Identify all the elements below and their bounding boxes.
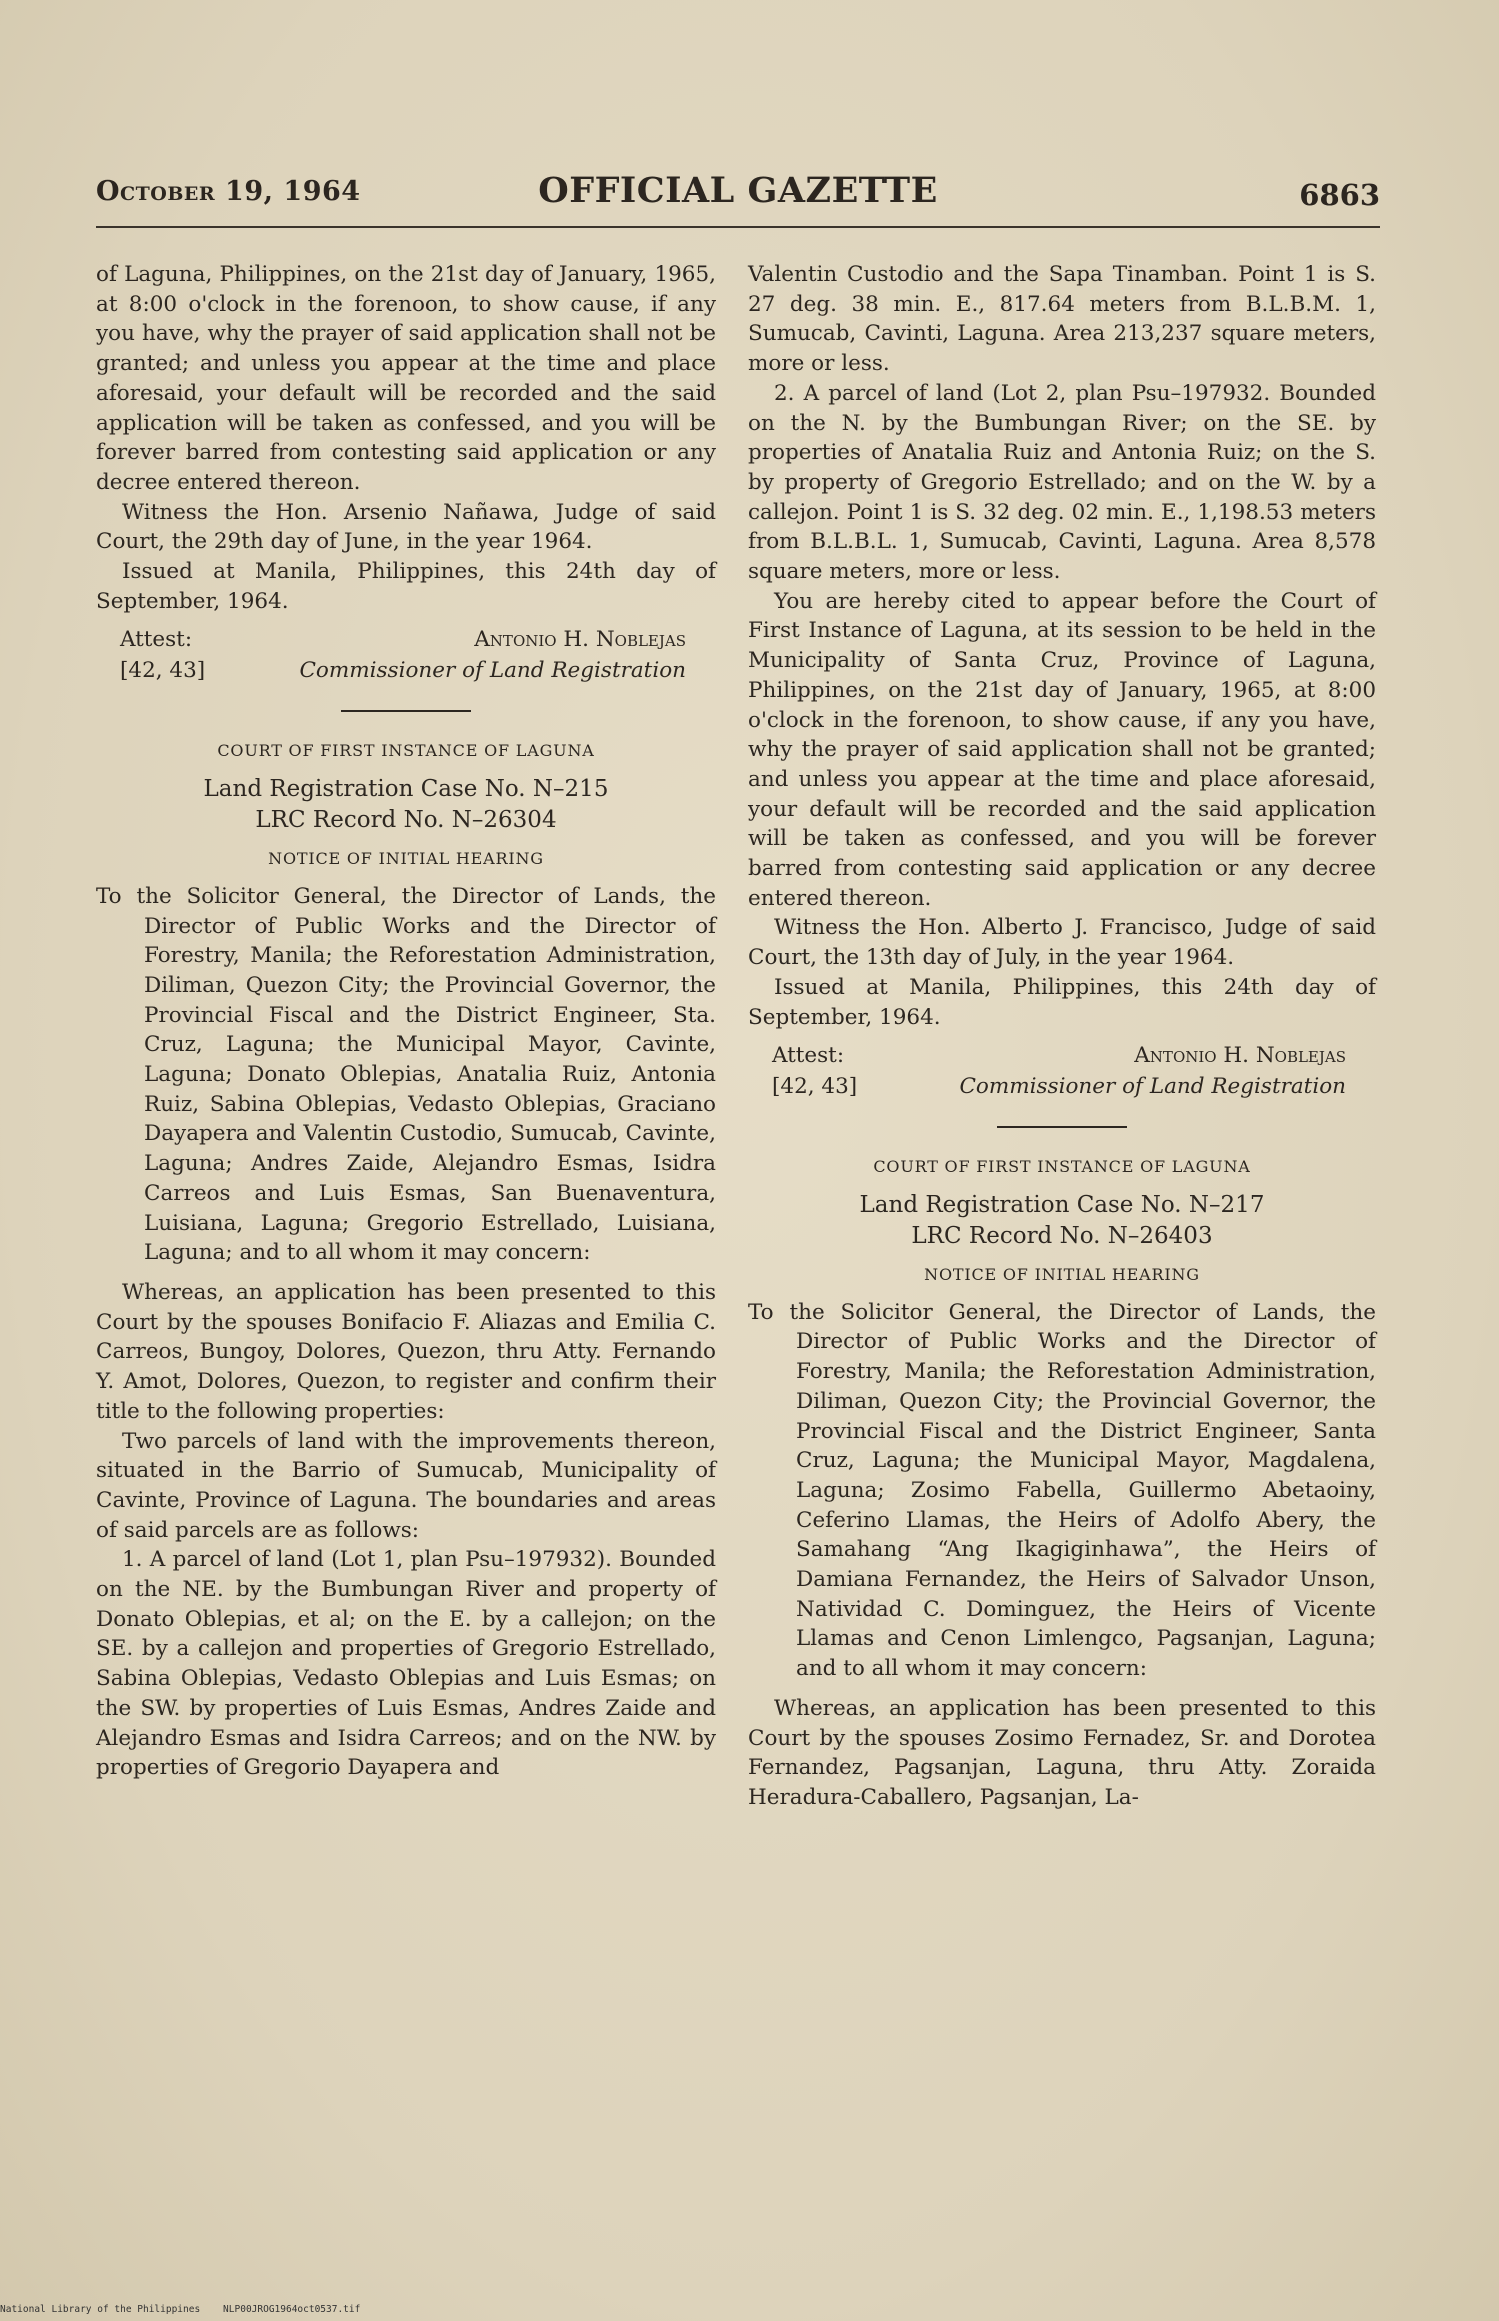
court-heading: COURT OF FIRST INSTANCE OF LAGUNA	[873, 1157, 1251, 1177]
paragraph: Issued at Manila, Philippines, this 24th day of September, 1964.	[96, 559, 716, 614]
header-title: OFFICIAL GAZETTE	[538, 170, 938, 211]
attest-ref: [42, 43]	[772, 1074, 858, 1100]
addressees: To the Solicitor General, the Director of Lands, the Director of Public Works and the Director of Forestry, Manila; the Reforestation Administration, Diliman, Quezon City; the Provincial Governor, the Provincial Fiscal and the District Engineer, Sta. Cruz, Laguna; the Municipal Mayor, Cavinte, Laguna; Donato Oblepias, Anatalia Ruiz, Antonia Ruiz, Sabina Oblepias, Vedasto Oblepias, Graciano Dayapera and Valentin Custodio, Sumucab, Cavinte, Laguna; Andres Zaide, Alejandro Esmas, Isidra Carreos and Luis Esmas, San Buenaventura, Luisiana, Laguna; Gregorio Estrellado, Luisiana, Laguna; and to all whom it may concern:	[96, 883, 716, 1266]
section-divider	[341, 710, 471, 712]
left-column	[96, 260, 716, 1783]
paragraph: 2. A parcel of land (Lot 2, plan Psu–197932. Bounded on the N. by the Bumbungan River; on the SE. by properties of Anatalia Ruiz and Antonia Ruiz; on the S. by property of Gregorio Estrellado; and on the W. by a callejon. Point 1 is S. 32 deg. 02 min. E., 1,198.53 meters from B.L.B.L. 1, Sumucab, Cavinti, Laguna. Area 8,578 square meters, more or less.	[748, 380, 1376, 585]
header-rule	[96, 226, 1380, 228]
attest-label: Attest:	[120, 627, 193, 653]
attestation	[120, 624, 716, 686]
attestation	[772, 1040, 1376, 1102]
scan-footer: National Library of the Philippines NLP00JROG1964oct0537.tif	[0, 2304, 361, 2315]
court-heading: COURT OF FIRST INSTANCE OF LAGUNA	[217, 741, 595, 761]
addressees: To the Solicitor General, the Director of Lands, the Director of Public Works and the Director of Forestry, Manila; the Reforestation Administration, Diliman, Quezon City; the Provincial Governor, the Provincial Fiscal and the District Engineer, Santa Cruz, Laguna; the Municipal Mayor, Magdalena, Laguna; Zosimo Fabella, Guillermo Abetaoiny, Ceferino Llamas, the Heirs of Adolfo Abery, the Samahang “Ang Ikagiginhawa”, the Heirs of Damiana Fernandez, the Heirs of Salvador Unson, Natividad C. Dominguez, the Heirs of Vicente Llamas and Cenon Limlengco, Pagsanjan, Laguna; and to all whom it may concern:	[748, 1299, 1376, 1682]
paragraph: You are hereby cited to appear before the Court of First Instance of Laguna, at its session to be held in the Municipality of Santa Cruz, Province of Laguna, Philippines, on the 21st day of January, 1965, at 8:00 o'clock in the forenoon, to show cause, if any you have, why the prayer of said application shall not be granted; and unless you appear at the time and place aforesaid, your default will be recorded and the said application will be taken as confessed, and you will be forever barred from contesting said application or any decree entered thereon.	[748, 588, 1376, 911]
header-page-number: 6863	[1299, 178, 1380, 212]
signatory-name: Antonio H. Noblejas	[1134, 1043, 1346, 1069]
signatory-title: Commissioner of Land Registration	[959, 1074, 1346, 1100]
paragraph: Issued at Manila, Philippines, this 24th day of September, 1964.	[748, 974, 1376, 1030]
notice-heading: NOTICE OF INITIAL HEARING	[924, 1264, 1200, 1284]
signatory-name: Antonio H. Noblejas	[474, 627, 686, 653]
page-header	[96, 168, 1380, 218]
right-column	[748, 260, 1376, 1813]
paragraph: Whereas, an application has been presented to this Court by the spouses Bonifacio F. Aliazas and Emilia C. Carreos, Bungoy, Dolores, Quezon, thru Atty. Fernando Y. Amot, Dolores, Quezon, to register and confirm their title to the following properties:	[96, 1279, 716, 1424]
paragraph: Whereas, an application has been presented to this Court by the spouses Zosimo Fernadez, Sr. and Dorotea Fernandez, Pagsanjan, Laguna, thru Atty. Zoraida Heradura-Caballero, Pagsanjan, La-	[748, 1695, 1376, 1810]
paragraph: Witness the Hon. Arsenio Nañawa, Judge of said Court, the 29th day of June, in the year 1964.	[96, 499, 716, 555]
paragraph: Two parcels of land with the improvements thereon, situated in the Barrio of Sumucab, Municipality of Cavinte, Province of Laguna. The boundaries and areas of said parcels are as follows:	[96, 1428, 716, 1543]
signatory-title: Commissioner of Land Registration	[299, 658, 686, 684]
section-divider	[997, 1126, 1127, 1128]
paragraph: Witness the Hon. Alberto J. Francisco, Judge of said Court, the 13th day of July, in the year 1964.	[748, 915, 1376, 971]
case-number: Land Registration Case No. N–215	[203, 776, 609, 803]
paragraph: of Laguna, Philippines, on the 21st day of January, 1965, at 8:00 o'clock in the forenoon, to show cause, if any you have, why the prayer of said application shall not be granted; and unless you appear at the time and place aforesaid, your default will be recorded and the said application will be taken as confessed, and you will be forever barred from contesting said application or any decree entered thereon.	[96, 262, 716, 495]
record-number: LRC Record No. N–26304	[255, 807, 557, 834]
notice-heading: NOTICE OF INITIAL HEARING	[268, 849, 544, 869]
attest-ref: [42, 43]	[120, 658, 206, 684]
header-date: October 19, 1964	[96, 176, 361, 207]
case-number: Land Registration Case No. N–217	[859, 1191, 1265, 1218]
record-number: LRC Record No. N–26403	[911, 1222, 1213, 1249]
attest-label: Attest:	[772, 1043, 845, 1069]
paragraph: 1. A parcel of land (Lot 1, plan Psu–197932). Bounded on the NE. by the Bumbungan River and property of Donato Oblepias, et al; on the E. by a callejon; on the SE. by a callejon and properties of Gregorio Estrellado, Sabina Oblepias, Vedasto Oblepias and Luis Esmas; on the SW. by properties of Luis Esmas, Andres Zaide and Alejandro Esmas and Isidra Carreos; and on the NW. by properties of Gregorio Dayapera and	[96, 1547, 716, 1781]
paragraph: Valentin Custodio and the Sapa Tinamban. Point 1 is S. 27 deg. 38 min. E., 817.64 meters from B.L.B.M. 1, Sumucab, Cavinti, Laguna. Area 213,237 square meters, more or less.	[748, 262, 1376, 377]
